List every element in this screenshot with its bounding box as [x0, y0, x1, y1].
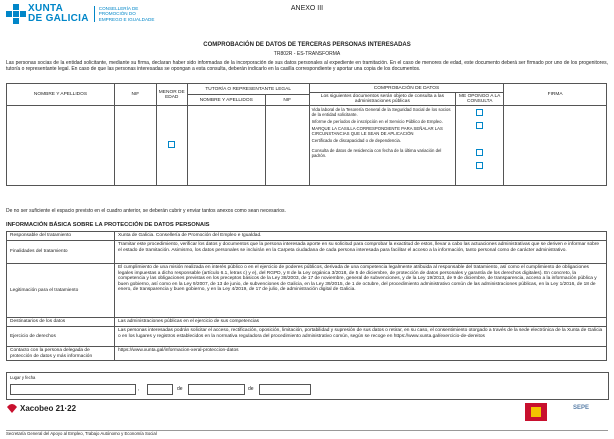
- de-label-1: de: [177, 386, 183, 392]
- col-tutor-name: NOMBRE Y APELLIDOS: [187, 95, 265, 106]
- cell-signature[interactable]: [504, 106, 607, 186]
- cell-tutor-nif[interactable]: [265, 106, 309, 186]
- row-label: Destinatarios de los datos: [7, 318, 115, 327]
- col-nif: NIF: [115, 84, 157, 106]
- day-field[interactable]: [147, 384, 173, 395]
- cell-tutor-name[interactable]: [187, 106, 265, 186]
- document-item: Consulta de datos de residencia con fecha de la última variación del padrón.: [311, 147, 442, 159]
- document-item: Informe de períodos de inscripción en el Servicio Público de Empleo.: [311, 118, 443, 124]
- cell-name[interactable]: [7, 106, 115, 186]
- document-item: Certificado de discapacidad o de dependencia.: [311, 138, 401, 144]
- comma-sep: ,: [138, 386, 140, 392]
- brand-line1: XUNTA: [28, 3, 64, 14]
- col-sign: FIRMA: [504, 84, 607, 106]
- space-note: De no ser suficiente el espacio previsto en el cuadro anterior, se deberán cubrir y enviar tantos anexos como sean necesarios.: [6, 208, 286, 214]
- oppose-checkbox-3[interactable]: [476, 149, 483, 156]
- row-label: Finalidades del tratamiento: [7, 241, 115, 264]
- col-tutor: TUTOR/A O REPRESENTANTE LEGAL: [187, 84, 309, 95]
- col-check-title: COMPROBACIÓN DE DATOS: [309, 84, 504, 93]
- row-value: Las administraciones públicas en el ejercicio de sus competencias: [115, 318, 607, 327]
- place-date-box: [6, 372, 609, 400]
- document-item: Vida laboral de la Tesorería General de la Seguridad Social de los socios de la entidad solicitante.: [311, 107, 451, 118]
- footer-text: Secretaría General del Apoyo al Empleo, Trabajo Autónomo y Economía Social: [6, 431, 157, 436]
- de-label-2: de: [248, 386, 254, 392]
- xacobeo-text: Xacobeo 21·22: [20, 403, 77, 413]
- brand-line2: DE GALICIA: [28, 13, 89, 24]
- oppose-checkbox-1[interactable]: [476, 109, 483, 116]
- department-line: PROMOCIÓN DO: [98, 11, 136, 17]
- row-value: Xunta de Galicia. Consellería de Promoción del Empleo e Igualdad.: [115, 232, 607, 241]
- year-field[interactable]: [259, 384, 311, 395]
- row-label: Legitimación para el tratamiento: [7, 264, 115, 318]
- col-oppose: ME OPONGO A LA CONSULTA: [456, 93, 504, 106]
- procedure-code: TR802R - ES-TRANSFORMA: [273, 51, 341, 57]
- row-value: Las personas interesadas podrán solicitar el acceso, rectificación, oposición, limitación, portabilidad y supresión de sus datos o retirar, en su caso, el consentimiento otorgado a través de la sede electrónica de la Xunta de Galicia o en los lugares y registros establecidos en la normativa reguladora del procedimiento administrativo común, según se recoge en https://www.xunta.gal/exercicio-de-dereitos: [115, 327, 607, 347]
- persons-table: [6, 83, 607, 186]
- row-value: Tramitar este procedimiento, verificar los datos y documentos que la persona interesada aporte en su solicitud para comprobar la exactitud de estos, llevar a cabo las actuaciones administrativas que se deriven e informar sobre el estado de tramitación. Asimismo, los datos personales se incluirán en la Carpeta ciudadana de cada persona interesada para facilitar el acceso a la información, tanto personal como de carácter administrativo.: [115, 241, 607, 264]
- col-check-sub: Los siguientes documentos serán objeto de consulta a las administraciones públicas: [309, 93, 456, 106]
- oppose-checkbox-2[interactable]: [476, 122, 483, 129]
- oppose-checks: [456, 106, 504, 186]
- oppose-checkbox-4[interactable]: [476, 162, 483, 169]
- place-field[interactable]: [10, 384, 136, 395]
- spain-coat-icon: [525, 403, 547, 421]
- annex-label: ANEXO III: [290, 5, 324, 12]
- department-line: CONSELLERÍA DE: [98, 6, 139, 12]
- xacobeo-shell-icon: [6, 402, 18, 414]
- place-date-label: Lugar y fecha: [10, 375, 36, 380]
- document-item: MARQUE LA CASILLA CORRESPONDIENTE PARA SEÑALAR LAS CIRCUNSTANCIAS QUE LE SEAN DE APLICACIÓN: [311, 125, 443, 137]
- cell-minor: [156, 106, 187, 186]
- data-protection-table: [6, 231, 607, 361]
- row-value: El cumplimiento de una misión realizada en interés público o en el ejercicio de poderes públicos, derivada de una competencia legalmente atribuida al responsable del tratamiento, así como el cumplimiento de obligaciones legales impuestas a dicho responsable (artículo 6.1, letras c) y e), del RGPD, y 8 de la Ley orgánica 3/2018, de 5 de diciembre, de protección de datos personales y garantía de los derechos digitales). En concreto, la competencia y las obligaciones previstas en los preceptos básicos de la Ley 38/2003, de 17 de noviembre, general de subvenciones, y de la Ley 19/2013, de 9 de diciembre, de transparencia, acceso a la información pública y buen gobierno, así como en la Ley 9/2007, de 13 de junio, de subvenciones de Galicia, en la Ley 39/2015, de 1 de octubre, del procedimiento administrativo común de las administraciones públicas, en la Ley 1/2016, de 18 de enero, de transparencia y buen gobierno, y en la Ley 4/2019, de 17 de julio, de administración digital de Galicia.: [115, 264, 607, 318]
- info-title: INFORMACIÓN BÁSICA SOBRE LA PROTECCIÓN DE DATOS PERSONAIS: [6, 222, 210, 228]
- department-line: EMPREGO E IGUALDADE: [98, 16, 155, 22]
- intro-text: Las personas socias de la entidad solicitante, mediante su firma, declaran haber sido informadas de la incorporación de sus datos personales al expediente en tramitación. En el caso de menores de edad, este documento deberá ser firmado por uno de los progenitores, tutor/a o representante legal. En caso de que las personas interesadas se opongan a esta consulta, deberán indicarlo en la casilla correspondiente y aportar una copia de los documentos.: [6, 60, 608, 73]
- col-name: NOMBRE Y APELLIDOS: [7, 84, 115, 106]
- row-label: Ejercicio de derechos: [7, 327, 115, 347]
- col-minor: MENOR DE EDAD: [156, 84, 187, 106]
- col-tutor-nif: NIF: [265, 95, 309, 106]
- xacobeo-logo: [6, 402, 76, 414]
- form-title: COMPROBACIÓN DE DATOS DE TERCERAS PERSONAS INTERESADAS: [203, 42, 411, 48]
- minor-checkbox[interactable]: [168, 141, 175, 148]
- cell-nif[interactable]: [115, 106, 157, 186]
- row-label: Responsable del tratamiento: [7, 232, 115, 241]
- row-label: Contacto con la persona delegada de protección de datos y más información: [7, 347, 115, 361]
- sepe-logo: SEPE: [573, 405, 590, 411]
- row-value: https://www.xunta.gal/informacion-xeral-proteccion-datos: [115, 347, 607, 361]
- documents-list: [309, 106, 456, 186]
- month-field[interactable]: [188, 384, 245, 395]
